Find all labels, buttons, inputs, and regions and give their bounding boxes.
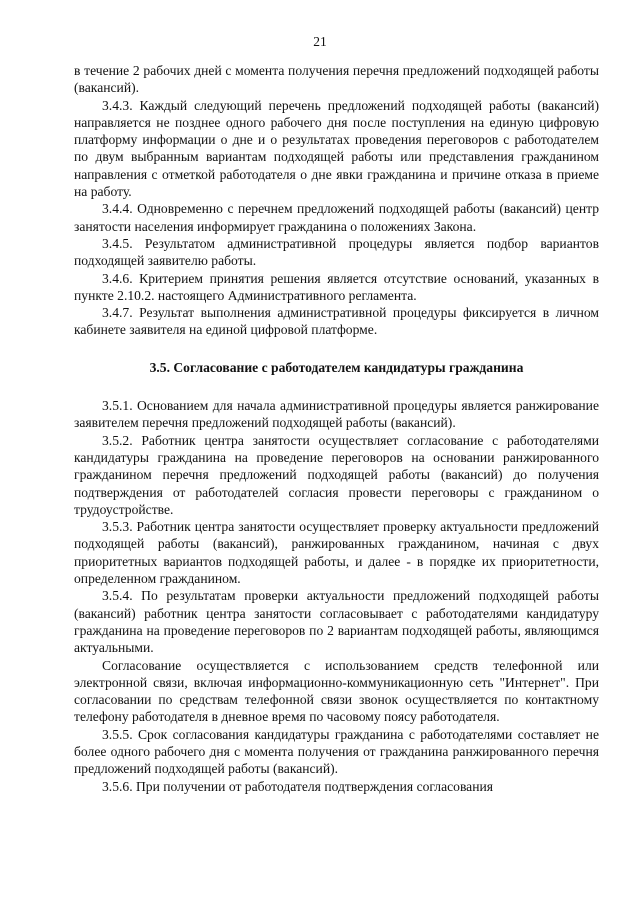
paragraph: в течение 2 рабочих дней с момента получения перечня предложений подходящей работы (вакансий). bbox=[74, 63, 599, 96]
page-number: 21 bbox=[313, 34, 327, 49]
paragraph: Согласование осуществляется с использованием средств телефонной или электронной связи, включая информационно-коммуникационную сеть "Интернет". При согласовании по средствам телефонной связи звонок осуществляется по контактному телефону работодателя в дневное время по часовому поясу работодателя. bbox=[74, 657, 599, 725]
paragraph: 3.5.3. Работник центра занятости осуществляет проверку актуальности предложений подходящей работы (вакансий), ранжированных гражданином, начиная с двух приоритетных вариантов подходящей работы, и далее - в порядке их приоритетности, определенном гражданином. bbox=[74, 519, 599, 587]
paragraph: 3.4.3. Каждый следующий перечень предложений подходящей работы (вакансий) направляется не позднее одного рабочего дня после поступления на единую цифровую платформу информации о дне и о результатах проведения переговоров с работодателем по двум выбранным вариантам подходящей работы или представления гражданином направления с отметкой работодателя о дне явки гражданина и причине отказа в приеме на работу. bbox=[74, 97, 599, 200]
paragraphs-after-section bbox=[74, 397, 599, 795]
paragraph: 3.5.1. Основанием для начала административной процедуры является ранжирование заявителем перечня предложений подходящей работы (вакансий). bbox=[74, 398, 599, 431]
paragraph: 3.4.5. Результатом административной процедуры является подбор вариантов подходящей заявителю работы. bbox=[74, 235, 599, 269]
paragraph: 3.5.4. По результатам проверки актуальности предложений подходящей работы (вакансий) работник центра занятости согласовывает с работодателями кандидатуру гражданина на проведение переговоров по 2 вариантам подходящей работы, являющимся актуальными. bbox=[74, 588, 599, 656]
paragraph: 3.4.6. Критерием принятия решения является отсутствие оснований, указанных в пункте 2.10.2. настоящего Административного регламента. bbox=[74, 270, 599, 303]
paragraphs-before-section bbox=[74, 62, 599, 339]
document-body bbox=[74, 62, 599, 795]
paragraph: 3.5.5. Срок согласования кандидатуры гражданина с работодателями составляет не более одного рабочего дня с момента получения от гражданина ранжированного перечня предложений подходящей работы (вакансий). bbox=[74, 726, 599, 777]
paragraph: 3.4.4. Одновременно с перечнем предложений подходящей работы (вакансий) центр занятости населения информирует гражданина о положениях Закона. bbox=[74, 201, 599, 234]
paragraph: 3.5.2. Работник центра занятости осуществляет согласование с работодателями кандидатуры гражданина на проведение переговоров на основании ранжированного гражданином перечня предложений подходящей работы (вакансий) до получения подтверждения от работодателей согласия провести переговоры с гражданином о трудоустройстве. bbox=[74, 432, 599, 517]
paragraph: 3.5.6. При получении от работодателя подтверждения согласования bbox=[102, 778, 494, 794]
paragraph: 3.4.7. Результат выполнения административной процедуры фиксируется в личном кабинете заявителя на единой цифровой платформе. bbox=[74, 305, 599, 338]
section-heading: 3.5. Согласование с работодателем кандидатуры гражданина bbox=[149, 359, 524, 375]
